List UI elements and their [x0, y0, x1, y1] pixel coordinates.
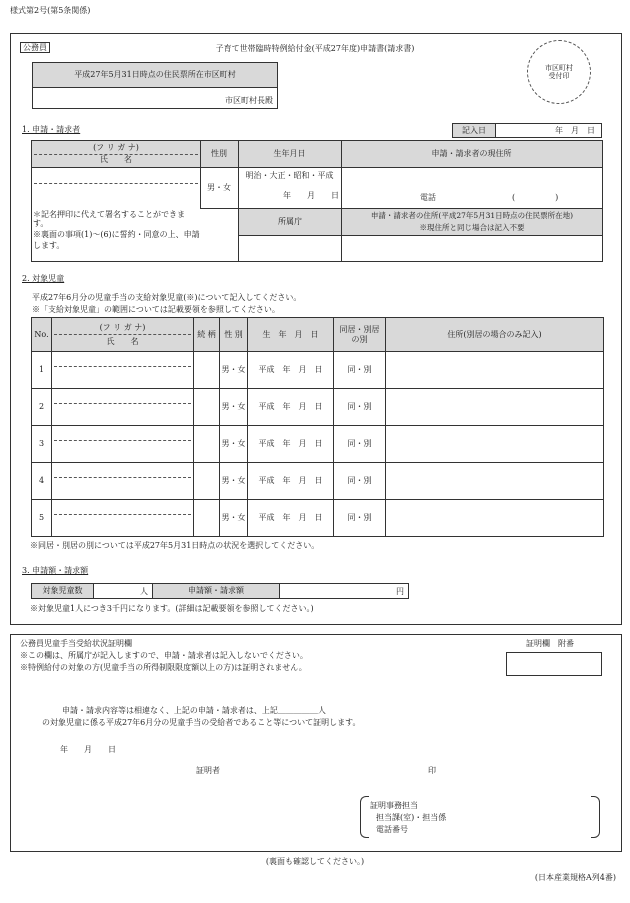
relation-input[interactable] — [194, 389, 220, 426]
cert-note1: ※この欄は、所属庁が記入しますので、申請・請求者は記入しないでください。 — [20, 651, 308, 660]
relation-header: 続 柄 — [194, 318, 220, 352]
child-sex-select[interactable]: 男・女 — [220, 352, 248, 389]
relation-input[interactable] — [194, 352, 220, 389]
contact-bracket-left — [360, 796, 369, 838]
era-select[interactable]: 明治・大正・昭和・平成 — [245, 171, 334, 181]
row-number: 3 — [32, 426, 52, 463]
living-select[interactable]: 同・別 — [334, 352, 386, 389]
count-unit: 人 — [140, 587, 148, 596]
recipient-suffix: 市区町村長殿 — [225, 95, 273, 105]
applicant-sex-select[interactable]: 男・女 — [207, 183, 231, 193]
office-input[interactable] — [239, 236, 341, 261]
child-dob-input[interactable]: 平成 年 月 日 — [248, 463, 334, 500]
amount-input[interactable] — [279, 583, 409, 599]
living-note: ※同居・別居の別については平成27年5月31日時点の状況を選択してください。 — [30, 541, 320, 550]
resident-address-header: 申請・請求者の住所(平成27年5月31日時点の住民票所在地) — [370, 210, 574, 220]
child-dob-input[interactable]: 平成 年 月 日 — [248, 426, 334, 463]
living-header-line2: の別 — [351, 334, 368, 344]
sec2-intro1: 平成27年6月分の児童手当の支給対象児童(※)について記入してください。 — [32, 293, 302, 302]
furigana-header: (フ リ ガ ナ) — [93, 143, 139, 153]
sec3-note: ※対象児童1人につき3千円になります。(詳細は記載要領を参照してください。) — [30, 604, 314, 613]
child-sex-select[interactable]: 男・女 — [220, 463, 248, 500]
child-name-input[interactable] — [52, 426, 194, 463]
table-row — [32, 500, 604, 537]
child-name-input[interactable] — [52, 500, 194, 537]
table-row — [32, 463, 604, 500]
child-address-input[interactable] — [386, 500, 604, 537]
amount-unit: 円 — [396, 587, 404, 596]
child-name-input[interactable] — [52, 352, 194, 389]
recipient-header: 平成27年5月31日時点の住民票所在市区町村 — [32, 62, 278, 88]
koumuin-label: 公務員 — [20, 42, 50, 53]
applicant-dob-input[interactable]: 年 月 日 — [283, 191, 339, 201]
sec2-heading: 2. 対象児童 — [22, 274, 65, 283]
cert-number-input[interactable] — [506, 652, 602, 676]
child-sex-select[interactable]: 男・女 — [220, 389, 248, 426]
children-header-row — [32, 318, 604, 352]
reception-stamp-area — [527, 40, 591, 104]
child-furigana-header: (フ リ ガ ナ) — [99, 322, 146, 332]
child-address-input[interactable] — [386, 352, 604, 389]
child-count-label: 対象児童数 — [31, 583, 94, 599]
sec3-heading: 3. 申請額・請求額 — [22, 566, 89, 575]
form-label: 様式第2号(第5条関係) — [10, 6, 91, 15]
applicant-name-input[interactable] — [32, 184, 200, 206]
cert-body2: の対象児童に係る平成27年6月分の児童手当の受給者であること等について証明します。 — [42, 718, 361, 727]
living-header-line1: 同居・別居 — [339, 325, 380, 335]
resident-address-note: ※現住所と同じ場合は記入不要 — [419, 222, 525, 232]
form-title: 子育て世帯臨時特例給付金(平成27年度)申請書(請求書) — [215, 44, 415, 53]
row-number: 5 — [32, 500, 52, 537]
cert-number-label: 証明欄 附番 — [526, 639, 574, 648]
contact-line3[interactable]: 電話番号 — [376, 825, 408, 834]
phone-label: 電話 — [420, 193, 436, 202]
name-header: 氏 名 — [100, 155, 132, 165]
living-select[interactable]: 同・別 — [334, 426, 386, 463]
sign-note: ＊記名押印に代えて署名することができます。 — [33, 210, 185, 229]
applicant-furigana-input[interactable] — [32, 168, 200, 182]
contact-line1: 証明事務担当 — [370, 801, 418, 810]
relation-input[interactable] — [194, 426, 220, 463]
date-field[interactable]: 年 月 日 — [495, 123, 602, 138]
pledge-note: ※裏面の事項(1)～(6)に誓約・同意の上、申請します。 — [33, 230, 200, 251]
living-header — [334, 318, 386, 352]
row-number: 1 — [32, 352, 52, 389]
child-address-header: 住所(別居の場合のみ記入) — [386, 318, 604, 352]
footer-paper-size: (日本産業規格A列4番) — [534, 873, 616, 882]
cert-date[interactable]: 年 月 日 — [60, 745, 116, 754]
child-dob-input[interactable]: 平成 年 月 日 — [248, 389, 334, 426]
cert-body1: 申請・請求内容等は相違なく、上記の申請・請求者は、上記＿＿＿＿＿人 — [62, 706, 326, 715]
child-dob-input[interactable]: 平成 年 月 日 — [248, 500, 334, 537]
amount-label: 申請額・請求額 — [152, 583, 280, 599]
seal-mark: 印 — [428, 766, 436, 775]
table-row — [32, 352, 604, 389]
row-number: 2 — [32, 389, 52, 426]
phone-input[interactable]: ( ) — [512, 193, 559, 202]
certifier-label: 証明者 — [196, 766, 220, 775]
table-row — [32, 389, 604, 426]
stamp-line1: 市区町村 — [545, 63, 573, 72]
child-name-input[interactable] — [52, 389, 194, 426]
contact-line2: 担当課(室)・担当係 — [376, 813, 447, 822]
child-count-input[interactable] — [93, 583, 153, 599]
cert-title: 公務員児童手当受給状況証明欄 — [20, 639, 132, 648]
cert-note2: ※特例給付の対象の方(児童手当の所得制限限度額以上の方)は証明されません。 — [20, 663, 307, 672]
no-header: No. — [32, 318, 52, 352]
child-address-input[interactable] — [386, 389, 604, 426]
office-header: 所属庁 — [239, 209, 341, 235]
current-address-input[interactable] — [342, 168, 602, 192]
child-sex-select[interactable]: 男・女 — [220, 500, 248, 537]
address-header: 申請・請求者の現住所 — [431, 149, 512, 159]
child-name-label: 氏 名 — [54, 334, 191, 346]
living-select[interactable]: 同・別 — [334, 389, 386, 426]
living-select[interactable]: 同・別 — [334, 500, 386, 537]
table-row — [32, 426, 604, 463]
child-address-input[interactable] — [386, 463, 604, 500]
child-address-input[interactable] — [386, 426, 604, 463]
stamp-line2: 受付印 — [548, 72, 570, 80]
relation-input[interactable] — [194, 500, 220, 537]
child-name-input[interactable] — [52, 463, 194, 500]
date-label: 記入日 — [452, 123, 496, 138]
sec1-heading: 1. 申請・請求者 — [22, 125, 81, 134]
resident-address-input[interactable] — [342, 236, 602, 261]
living-select[interactable]: 同・別 — [334, 463, 386, 500]
child-dob-input[interactable]: 平成 年 月 日 — [248, 352, 334, 389]
child-sex-select[interactable]: 男・女 — [220, 426, 248, 463]
sec2-intro2: ※「支給対象児童」の範囲については記載要領を参照してください。 — [32, 305, 280, 314]
child-sex-header: 性 別 — [220, 318, 248, 352]
row-number: 4 — [32, 463, 52, 500]
recipient-field[interactable] — [32, 87, 278, 109]
child-dob-header: 生 年 月 日 — [248, 318, 334, 352]
dob-header: 生年月日 — [273, 149, 306, 159]
sex-header: 性別 — [211, 149, 227, 159]
children-table — [31, 317, 604, 537]
relation-input[interactable] — [194, 463, 220, 500]
child-name-header — [52, 318, 194, 352]
footer-check-back: (裏面も確認してください。) — [265, 857, 365, 866]
contact-bracket-right — [591, 796, 600, 838]
